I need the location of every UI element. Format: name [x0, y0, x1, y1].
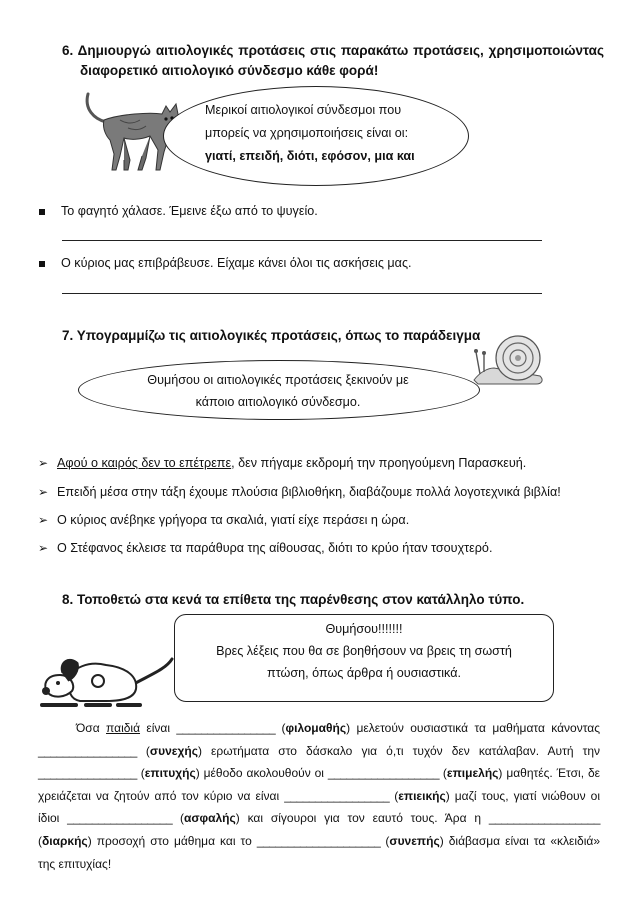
text: προσοχή στο μάθημα και το	[91, 833, 257, 848]
q8-paragraph: Όσα παιδιά είναι ________________ (φιλομαθής) μελετούν ουσιαστικά τα μαθήματα κάνοντας ________________ (συνεχής) ερωτήματα στο δάσκαλο για ό,τι τυχόν δεν κατάλαβαν. Αυτή την ________________ (επιτυχής) μέθοδο ακολουθούν οι __________________ (επιμελής) μαθητές. Έτσι, δε χρειάζεται να ζητούν από τον κύριο να είναι _________________ (επιεικής) μαζί τους, γιατί νιώθουν οι ίδιοι _________________ (ασφαλής) και σίγουροι για τον εαυτό τους. Άρα η __________________ (διαρκής) προσοχή στο μάθημα και το ____________________ (συνεπής) διάβασμα είναι τα «κλειδιά» της επιτυχίας!	[38, 721, 601, 871]
text: μαθητές. Έτσι,	[502, 766, 585, 781]
q8-title: 8. Τοποθετώ στα κενά τα επίθετα της παρένθεσης στον κατάλληλο τύπο.	[62, 592, 525, 607]
q8-hint-line3: πτώση, όπως άρθρα ή ουσιαστικά.	[267, 666, 461, 680]
adjective: συνεχής	[149, 743, 198, 758]
q7-example-underlined: Αφού ο καιρός δεν το επέτρεπε	[57, 456, 232, 470]
q7-hint-line2: κάποιο αιτιολογικό σύνδεσμο.	[195, 395, 361, 409]
adjective: επιεικής	[398, 788, 446, 803]
adjective: συνεπής	[389, 833, 440, 848]
text: είναι	[140, 721, 177, 735]
q6-hint-line1: Μερικοί αιτιολογικοί σύνδεσμοι που	[205, 103, 402, 117]
adjective: φιλομαθής	[285, 721, 347, 735]
text: μελετούν ουσιαστικά τα μαθήματα κάνοντας	[350, 721, 601, 735]
q8-hint-line1: Θυμήσου!!!!!!!	[325, 622, 403, 636]
q7-item-3[interactable]: Ο Στέφανος έκλεισε τα παράθυρα της αίθουσας, διότι το κρύο ήταν τσουχτερό.	[57, 541, 493, 555]
arrow-bullet-icon: ➢	[38, 456, 49, 470]
adjective: διαρκής	[42, 833, 88, 848]
arrow-bullet-icon: ➢	[38, 541, 49, 555]
answer-line[interactable]	[62, 240, 542, 241]
text: ερωτήματα στο δάσκαλο για ό,τι τυχόν δεν κατάλαβαν. Αυτή την	[201, 743, 600, 758]
blank-field[interactable]: ____________________	[256, 833, 381, 848]
text: μέθοδο ακολουθούν οι	[199, 766, 328, 781]
text: διάβασμα είναι τα «κλειδιά»	[443, 833, 600, 848]
blank-field[interactable]: _________________	[67, 811, 173, 826]
blank-field[interactable]: __________________	[488, 811, 600, 826]
underlined-word: παιδιά	[106, 721, 141, 735]
dog-illustration	[40, 645, 180, 715]
adjective: επιμελής	[446, 766, 499, 781]
blank-field[interactable]: ________________	[38, 743, 137, 758]
q6-title-line1: 6. Δημιουργώ αιτιολογικές προτάσεις στις παρακάτω προτάσεις, χρησιμοποιώντας	[62, 43, 604, 58]
q6-title-line2: διαφορετικό αιτιολογικό σύνδεσμο κάθε φορά!	[80, 63, 379, 78]
text: και σίγουροι για τον εαυτό τους. Άρα η	[239, 811, 489, 826]
q7-item-1[interactable]: Επειδή μέσα στην τάξη έχουμε πλούσια βιβλιοθήκη, διαβάζουμε πολλά λογοτεχνικά βιβλία!	[57, 485, 561, 499]
arrow-bullet-icon: ➢	[38, 485, 49, 499]
adjective: ασφαλής	[183, 811, 236, 826]
text: Όσα	[76, 721, 107, 735]
bullet-square	[39, 209, 45, 215]
text: δε χρειάζεται να ζητούν από τον κύριο να είναι	[38, 766, 600, 803]
text: μαζί τους, γιατί νιώθουν οι	[449, 788, 600, 803]
q7-hint-line1: Θυμήσου οι αιτιολογικές προτάσεις ξεκινούν με	[147, 373, 409, 387]
q7-item-2[interactable]: Ο κύριος ανέβηκε γρήγορα τα σκαλιά, γιατί είχε περάσει η ώρα.	[57, 513, 410, 527]
q6-item-1: Το φαγητό χάλασε. Έμεινε έξω από το ψυγείο.	[61, 204, 318, 218]
snail-illustration	[470, 332, 548, 388]
blank-field[interactable]: __________________	[327, 766, 440, 781]
q6-hint-line3: γιατί, επειδή, διότι, εφόσον, μια και	[205, 149, 415, 163]
q7-example-rest: , δεν πήγαμε εκδρομή την προηγούμενη Παρασκευή.	[231, 456, 527, 470]
text: της επιτυχίας!	[38, 856, 112, 871]
q7-title: 7. Υπογραμμίζω τις αιτιολογικές προτάσεις, όπως το παράδειγμα	[62, 328, 481, 343]
bullet-square	[39, 261, 45, 267]
blank-field[interactable]: _________________	[284, 788, 390, 803]
blank-field[interactable]: ________________	[38, 766, 137, 781]
q7-hint-bubble	[78, 360, 480, 420]
blank-field[interactable]: ________________	[176, 721, 276, 735]
q6-hint-line2: μπορείς να χρησιμοποιήσεις είναι οι:	[205, 126, 409, 140]
arrow-bullet-icon: ➢	[38, 513, 49, 527]
q6-item-2: Ο κύριος μας επιβράβευσε. Είχαμε κάνει όλοι τις ασκήσεις μας.	[61, 256, 412, 270]
adjective: επιτυχής	[144, 766, 196, 781]
q7-example	[57, 454, 526, 472]
q8-hint-line2: Βρες λέξεις που θα σε βοηθήσουν να βρεις τη σωστή	[216, 644, 512, 658]
answer-line[interactable]	[62, 293, 542, 294]
text: ίδιοι	[38, 811, 68, 826]
